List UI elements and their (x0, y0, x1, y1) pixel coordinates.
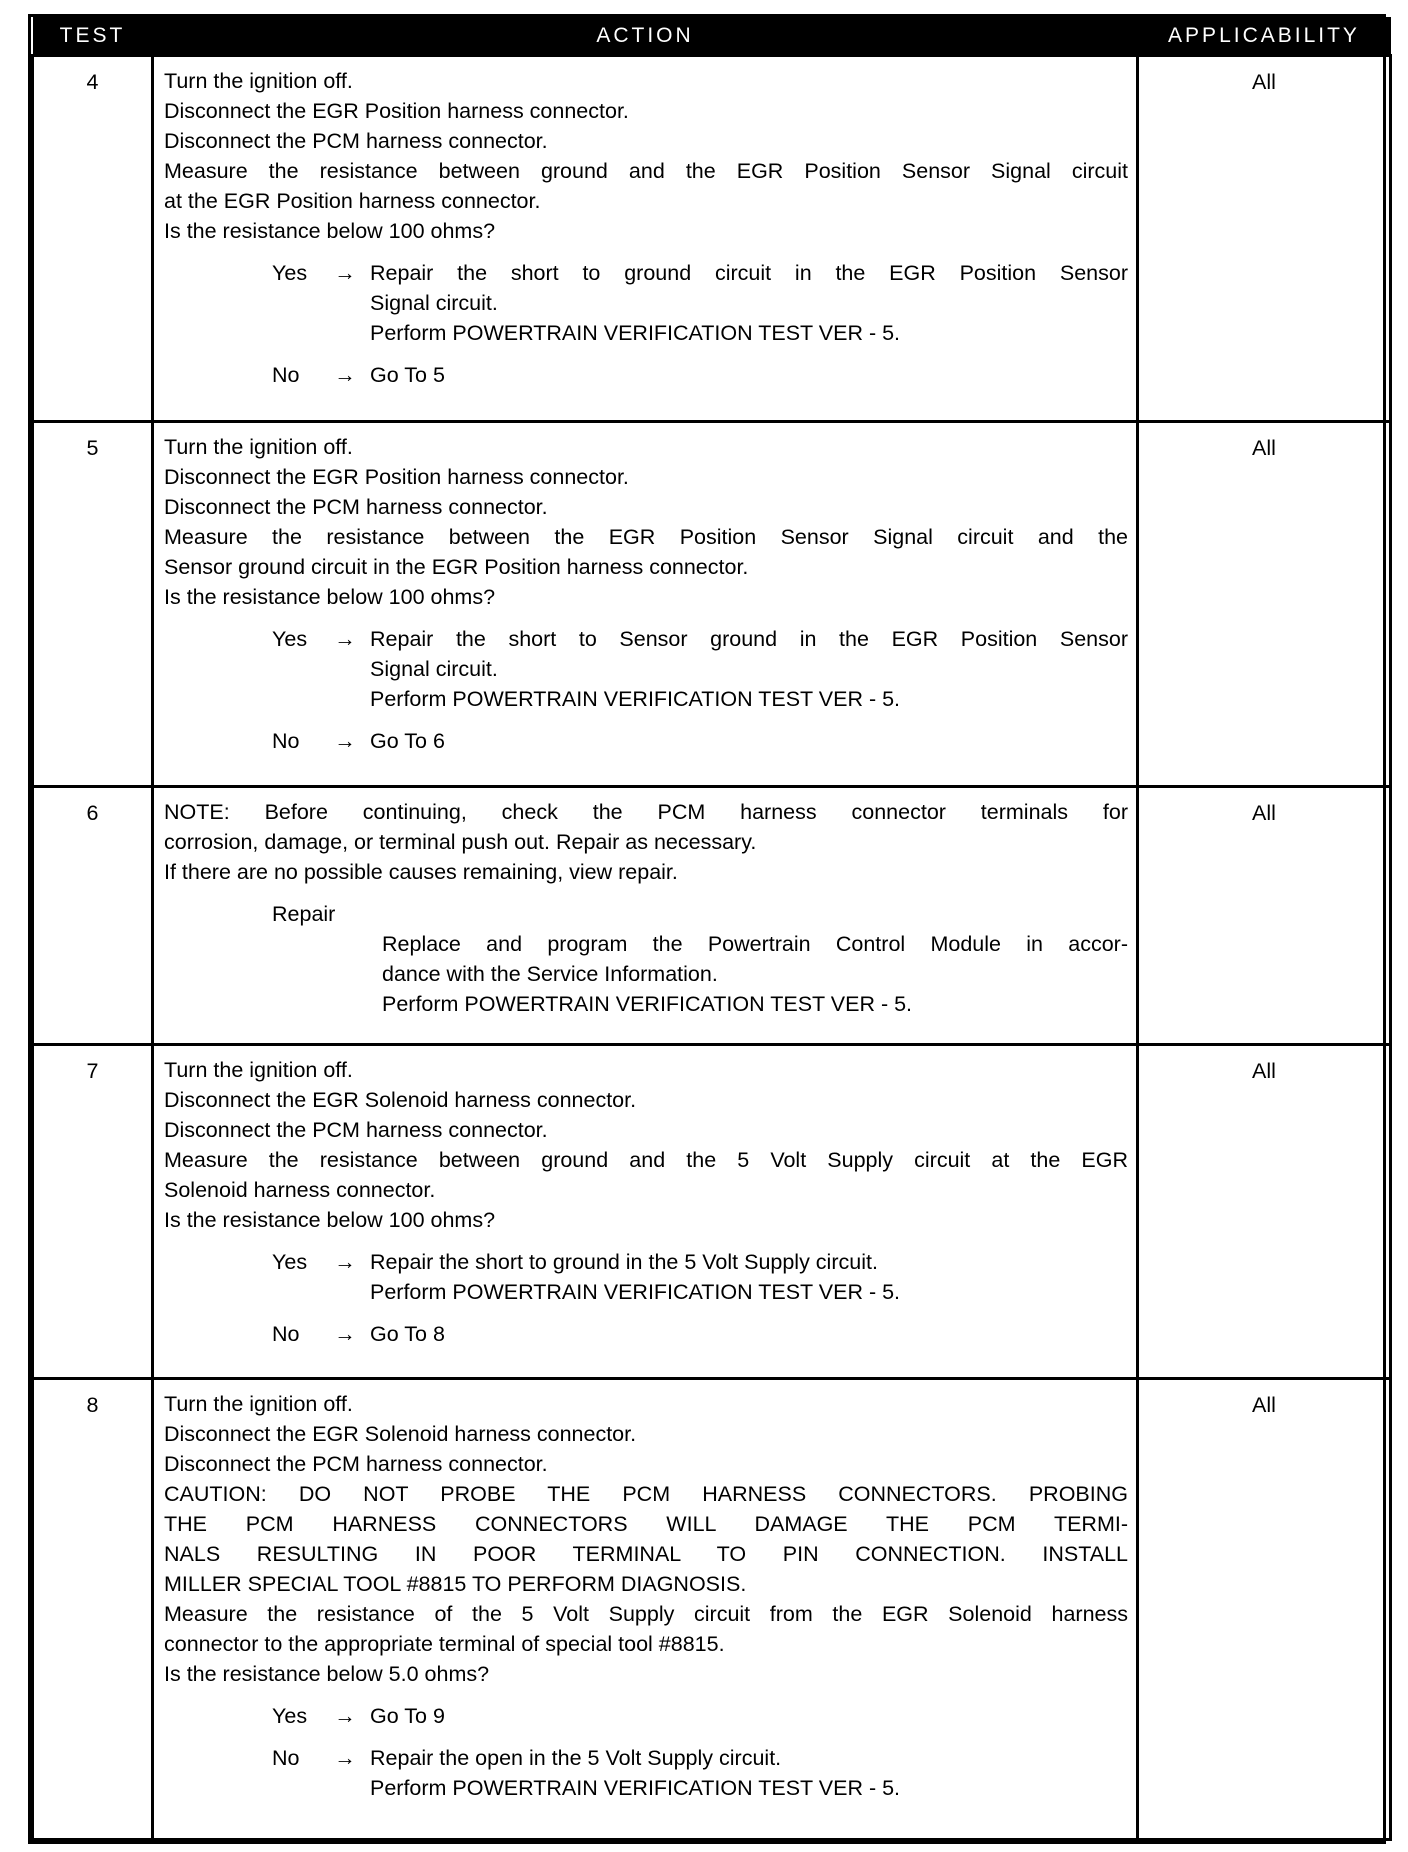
instruction-line: Signal circuit. (370, 656, 498, 681)
test-number: 8 (33, 1379, 153, 1840)
action-step: corrosion, damage, or terminal push out. Repair as necessary. (164, 830, 757, 855)
instruction-line: Perform POWERTRAIN VERIFICATION TEST VER - 5. (370, 1280, 901, 1305)
right-arrow-icon: → (334, 728, 356, 753)
action-step: Turn the ignition off. (164, 69, 353, 93)
table-row (33, 787, 1391, 1045)
action-step: MILLER SPECIAL TOOL #8815 TO PERFORM DIAGNOSIS. (164, 1572, 747, 1597)
action-step: CAUTION: DO NOT PROBE THE PCM HARNESS CONNECTORS. PROBING (164, 1482, 1128, 1507)
right-arrow-icon: → (334, 626, 356, 651)
applicability-value: All (1138, 1045, 1391, 1379)
yes-instructions (370, 258, 1128, 348)
right-arrow-icon: → (334, 363, 356, 387)
right-arrow-icon: → (334, 1322, 356, 1347)
action-step: connector to the appropriate terminal of special tool #8815. (164, 1632, 725, 1657)
no-response (164, 726, 1128, 756)
no-response (164, 1319, 1128, 1349)
action-step: Disconnect the EGR Position harness connector. (164, 464, 629, 489)
no-label: No (272, 1746, 300, 1771)
header-action: ACTION (153, 17, 1138, 56)
test-number: 4 (33, 56, 153, 422)
instruction-line: Replace and program the Powertrain Control Module in accor- (382, 932, 1128, 957)
right-arrow-icon: → (334, 1704, 356, 1729)
instruction-line: Perform POWERTRAIN VERIFICATION TEST VER - 5. (382, 992, 913, 1017)
yes-label: Yes (272, 1250, 308, 1275)
applicability-value: All (1138, 56, 1391, 422)
action-step: Disconnect the EGR Solenoid harness connector. (164, 1088, 637, 1113)
action-cell (153, 1379, 1138, 1840)
action-step: Disconnect the PCM harness connector. (164, 129, 548, 153)
instruction-line: Go To 8 (370, 1322, 445, 1347)
instruction-line: Repair the open in the 5 Volt Supply circuit. (370, 1746, 782, 1771)
no-label: No (272, 363, 300, 387)
action-step: Turn the ignition off. (164, 434, 353, 459)
header-applicability: APPLICABILITY (1138, 17, 1391, 56)
action-step: Measure the resistance between the EGR Position Sensor Signal circuit and the (164, 524, 1128, 549)
table-row (33, 421, 1391, 787)
action-step: Turn the ignition off. (164, 1392, 353, 1417)
no-instructions (370, 1319, 1128, 1349)
yes-instructions (370, 1247, 1128, 1307)
action-step: Is the resistance below 100 ohms? (164, 584, 496, 609)
test-number: 7 (33, 1045, 153, 1379)
action-step: Disconnect the PCM harness connector. (164, 494, 548, 519)
yes-response (164, 258, 1128, 348)
right-arrow-icon: → (334, 1746, 356, 1771)
action-cell (153, 787, 1138, 1045)
action-step: Sensor ground circuit in the EGR Position harness connector. (164, 554, 749, 579)
instruction-line: Signal circuit. (370, 291, 498, 315)
action-step: NOTE: Before continuing, check the PCM harness connector terminals for (164, 800, 1128, 825)
no-response (164, 1743, 1128, 1803)
repair-section (164, 899, 1128, 929)
yes-label: Yes (272, 261, 308, 285)
no-instructions (370, 1743, 1128, 1803)
instruction-line: Repair the short to Sensor ground in the EGR Position Sensor (370, 626, 1128, 651)
no-label: No (272, 1322, 300, 1347)
action-step: Solenoid harness connector. (164, 1178, 436, 1203)
diagnostic-table-frame (28, 14, 1386, 1844)
header-row (33, 17, 1391, 56)
action-step: If there are no possible causes remaining, view repair. (164, 860, 678, 885)
yes-response (164, 1701, 1128, 1731)
instruction-line: Repair the short to ground circuit in the EGR Position Sensor (370, 261, 1128, 285)
action-step: Is the resistance below 5.0 ohms? (164, 1662, 490, 1687)
no-instructions (370, 726, 1128, 756)
instruction-line: dance with the Service Information. (382, 962, 718, 987)
table-row (33, 1379, 1391, 1840)
right-arrow-icon: → (334, 1250, 356, 1275)
action-step: Is the resistance below 100 ohms? (164, 1208, 496, 1233)
action-step: Turn the ignition off. (164, 1058, 353, 1083)
action-step: Is the resistance below 100 ohms? (164, 219, 496, 243)
action-cell (153, 56, 1138, 422)
table-row (33, 56, 1391, 422)
yes-label: Yes (272, 626, 308, 651)
action-step: Disconnect the EGR Position harness connector. (164, 99, 629, 123)
action-step: at the EGR Position harness connector. (164, 189, 541, 213)
action-cell (153, 421, 1138, 787)
instruction-line: Perform POWERTRAIN VERIFICATION TEST VER - 5. (370, 1776, 901, 1801)
table-row (33, 1045, 1391, 1379)
applicability-value: All (1138, 421, 1391, 787)
applicability-value: All (1138, 787, 1391, 1045)
repair-label: Repair (272, 902, 336, 927)
action-step: NALS RESULTING IN POOR TERMINAL TO PIN CONNECTION. INSTALL (164, 1542, 1128, 1567)
yes-response (164, 1247, 1128, 1307)
action-step: Disconnect the EGR Solenoid harness connector. (164, 1422, 637, 1447)
action-step: Measure the resistance between ground and the 5 Volt Supply circuit at the EGR (164, 1148, 1128, 1173)
instruction-line: Perform POWERTRAIN VERIFICATION TEST VER - 5. (370, 321, 901, 345)
applicability-value: All (1138, 1379, 1391, 1840)
instruction-line: Go To 9 (370, 1704, 445, 1729)
action-step: Disconnect the PCM harness connector. (164, 1118, 548, 1143)
diagnostic-table (31, 17, 1392, 1841)
repair-instructions (164, 929, 1128, 1019)
action-step: Disconnect the PCM harness connector. (164, 1452, 548, 1477)
yes-instructions (370, 624, 1128, 714)
instruction-line: Repair the short to ground in the 5 Volt Supply circuit. (370, 1250, 878, 1275)
no-instructions (370, 360, 1128, 390)
yes-response (164, 624, 1128, 714)
no-response (164, 360, 1128, 390)
instruction-line: Go To 5 (370, 363, 445, 387)
test-number: 5 (33, 421, 153, 787)
right-arrow-icon: → (334, 261, 356, 285)
yes-label: Yes (272, 1704, 308, 1729)
action-step: Measure the resistance between ground and the EGR Position Sensor Signal circuit (164, 159, 1128, 183)
action-step: THE PCM HARNESS CONNECTORS WILL DAMAGE THE PCM TERMI- (164, 1512, 1128, 1537)
no-label: No (272, 728, 300, 753)
instruction-line: Go To 6 (370, 728, 445, 753)
action-step: Measure the resistance of the 5 Volt Supply circuit from the EGR Solenoid harness (164, 1602, 1128, 1627)
yes-instructions (370, 1701, 1128, 1731)
header-test: TEST (33, 17, 153, 56)
instruction-line: Perform POWERTRAIN VERIFICATION TEST VER - 5. (370, 686, 901, 711)
action-cell (153, 1045, 1138, 1379)
test-number: 6 (33, 787, 153, 1045)
